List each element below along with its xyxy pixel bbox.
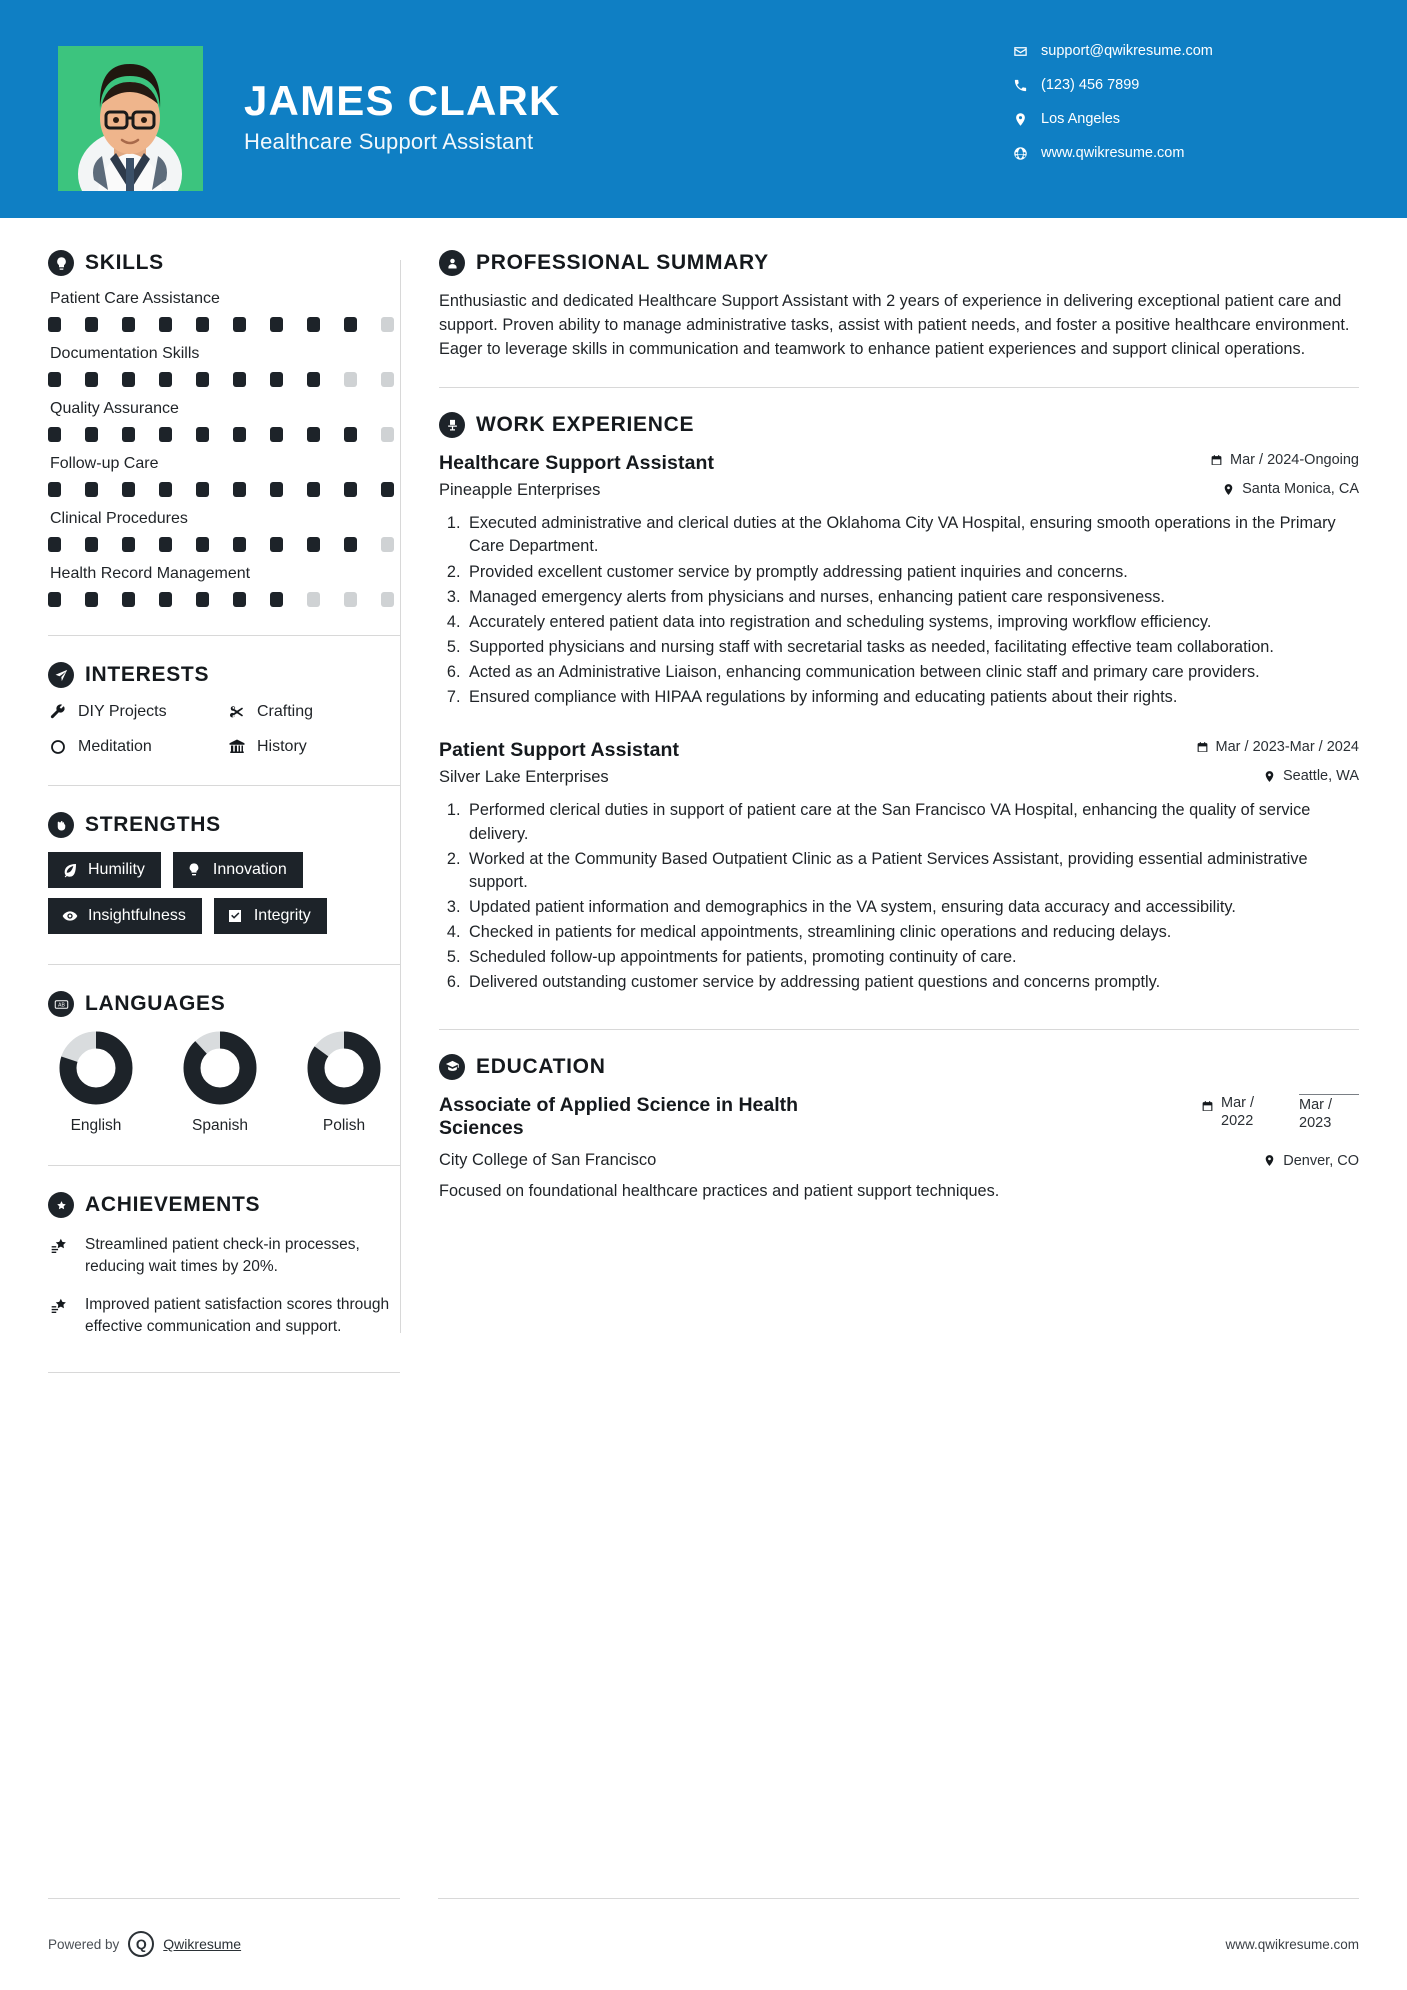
skill-pip	[381, 537, 394, 552]
interests-grid	[48, 702, 400, 757]
skills-section	[48, 250, 400, 607]
skill-pip	[122, 537, 135, 552]
skill-pip	[344, 537, 357, 552]
language-item	[296, 1031, 392, 1135]
skill-pip	[196, 482, 209, 497]
award-star-icon	[48, 1294, 72, 1338]
interest-label: History	[257, 738, 307, 755]
work-section	[439, 412, 1359, 994]
skill-pip	[159, 592, 172, 607]
language-label: English	[70, 1117, 122, 1134]
calendar-icon	[1210, 454, 1223, 467]
job-dates-text: Mar / 2024-Ongoing	[1230, 452, 1359, 469]
interests-section	[48, 662, 400, 757]
education-title: EDUCATION	[476, 1054, 606, 1078]
circle-icon	[48, 737, 68, 757]
divider	[48, 1898, 400, 1899]
interests-title: INTERESTS	[85, 663, 210, 686]
language-donut-chart	[183, 1031, 257, 1105]
education-end: Mar / 2023	[1299, 1094, 1359, 1132]
award-star-icon	[48, 1234, 72, 1278]
skill-pip	[307, 317, 320, 332]
skill-name: Patient Care Assistance	[50, 290, 220, 307]
graduation-icon	[439, 1054, 465, 1080]
resume-header	[0, 0, 1407, 218]
skill-pip	[233, 592, 246, 607]
globe-icon	[1011, 144, 1029, 162]
envelope-icon	[1011, 42, 1029, 60]
job-bullet: 3. Managed emergency alerts from physicians and nurses, enhancing patient care responsiveness.	[465, 586, 1359, 609]
language-item	[48, 1031, 144, 1135]
strengths-section	[48, 812, 400, 934]
interest-item	[227, 737, 400, 757]
divider	[48, 785, 400, 786]
skill-pip	[196, 592, 209, 607]
education-section	[439, 1054, 1359, 1204]
job-bullet: 5. Supported physicians and nursing staff with secretarial tasks as needed, facilitating effective team collaboration.	[465, 636, 1359, 659]
skill-name: Health Record Management	[50, 565, 251, 582]
divider	[48, 1165, 400, 1166]
languages-heading	[48, 991, 400, 1017]
job-bullet: 3. Updated patient information and demographics in the VA system, ensuring data accuracy and accessibility.	[465, 896, 1359, 919]
skill-pip	[48, 482, 61, 497]
left-sidebar	[0, 218, 400, 1373]
job-subheader	[439, 768, 1359, 787]
location-pin-icon	[1011, 110, 1029, 128]
job-title: Patient Support Assistant	[439, 739, 680, 762]
candidate-job-title: Healthcare Support Assistant	[244, 129, 534, 155]
education-location-text: Denver, CO	[1283, 1152, 1359, 1169]
skill-pip	[85, 482, 98, 497]
skill-pip	[307, 537, 320, 552]
contact-email-text: support@qwikresume.com	[1041, 43, 1213, 59]
candidate-name: JAMES CLARK	[244, 77, 561, 124]
skill-pip	[85, 537, 98, 552]
skill-pip	[270, 482, 283, 497]
job-bullet: 1. Performed clerical duties in support of patient care at the San Francisco VA Hospital, enhancing the quality of service delivery.	[465, 799, 1359, 845]
skill-pip	[307, 427, 320, 442]
skill-pip	[48, 372, 61, 387]
skill-pip	[122, 592, 135, 607]
interest-label: Crafting	[257, 703, 314, 720]
scissors-icon	[227, 702, 247, 722]
skill-pip	[159, 427, 172, 442]
skill-pip	[48, 427, 61, 442]
job-bullet: 4. Checked in patients for medical appointments, streamlining clinic operations and reducing delays.	[465, 921, 1359, 944]
skill-pip	[159, 482, 172, 497]
skill-pip	[344, 482, 357, 497]
summary-section	[439, 250, 1359, 361]
strength-chip	[48, 852, 161, 888]
skill-rating	[48, 537, 400, 552]
skill-pip	[270, 537, 283, 552]
summary-title: PROFESSIONAL SUMMARY	[476, 251, 769, 274]
job-bullet: 7. Ensured compliance with HIPAA regulations by informing and educating patients about their rights.	[465, 686, 1359, 709]
leaf-icon	[61, 862, 78, 879]
achievements-section	[48, 1192, 400, 1338]
skill-name: Documentation Skills	[50, 345, 200, 362]
language-donut-chart	[59, 1031, 133, 1105]
skills-heading	[48, 250, 400, 276]
languages-title: LANGUAGES	[85, 992, 226, 1015]
skill-pip	[85, 592, 98, 607]
interest-item	[48, 702, 221, 722]
wrench-icon	[48, 702, 68, 722]
job-bullet: 6. Delivered outstanding customer service by addressing patient questions and concerns promptly.	[465, 971, 1359, 994]
main-content	[401, 218, 1407, 1373]
interest-label: DIY Projects	[78, 703, 167, 720]
skill-pip	[270, 427, 283, 442]
contact-email[interactable]	[1011, 42, 1351, 60]
divider	[48, 964, 400, 965]
strength-label: Integrity	[253, 907, 311, 924]
jobs-list	[439, 452, 1359, 994]
job-dates	[1210, 452, 1359, 468]
skill-pip	[270, 592, 283, 607]
interest-label: Meditation	[78, 738, 152, 755]
skill-pip	[196, 427, 209, 442]
job-company: Pineapple Enterprises	[439, 481, 601, 500]
skill-pip	[85, 372, 98, 387]
job-entry	[439, 452, 1359, 709]
skill-rating	[48, 427, 400, 442]
job-location	[1263, 768, 1359, 784]
skill-pip	[48, 317, 61, 332]
qwikresume-brand-link[interactable]: Qwikresume	[163, 1936, 242, 1952]
education-school: City College of San Francisco	[439, 1151, 657, 1170]
contact-location	[1011, 110, 1351, 128]
job-bullet: 5. Scheduled follow-up appointments for patients, promoting continuity of care.	[465, 946, 1359, 969]
job-bullet: 2. Provided excellent customer service by promptly addressing patient inquiries and concerns.	[465, 561, 1359, 584]
work-title: WORK EXPERIENCE	[476, 413, 695, 437]
contact-phone[interactable]	[1011, 76, 1351, 94]
abc-icon	[48, 991, 74, 1017]
summary-text: Enthusiastic and dedicated Healthcare Support Assistant with 2 years of experience in delivering exceptional patient care and support. Proven ability to manage administrative tasks, assist with patient needs, and foster a positive healthcare environment. Eager to leverage skills in communication and teamwork to enhance patient experiences and support clinical operations.	[439, 292, 1350, 358]
language-donut-chart	[307, 1031, 381, 1105]
svg-text:AB: AB	[57, 1001, 65, 1008]
skill-pip	[344, 372, 357, 387]
achievements-list	[48, 1234, 400, 1338]
skill-pip	[233, 317, 246, 332]
skill-pip	[381, 427, 394, 442]
qwikresume-logo-icon: Q	[128, 1931, 154, 1957]
skill-pip	[196, 537, 209, 552]
interest-item	[227, 702, 400, 722]
job-dates-wrap	[1196, 739, 1359, 755]
skill-pip	[122, 372, 135, 387]
skill-pip	[48, 592, 61, 607]
strength-label: Humility	[88, 861, 145, 878]
skill-name: Follow-up Care	[50, 455, 159, 472]
education-subheader	[439, 1151, 1359, 1170]
job-location-text: Santa Monica, CA	[1242, 481, 1359, 498]
location-pin-icon	[1263, 1154, 1276, 1167]
divider	[48, 635, 400, 636]
skill-pip	[233, 537, 246, 552]
achievement-item	[48, 1234, 400, 1278]
job-dates-text: Mar / 2023-Mar / 2024	[1215, 739, 1359, 756]
job-location	[1222, 481, 1359, 497]
contact-phone-text: (123) 456 7899	[1041, 77, 1140, 93]
strengths-grid	[48, 852, 400, 934]
contact-location-text: Los Angeles	[1041, 111, 1121, 127]
strength-label: Innovation	[212, 861, 287, 878]
skill-pip	[85, 427, 98, 442]
skill-rating	[48, 592, 400, 607]
fist-icon	[48, 812, 74, 838]
powered-by	[48, 1931, 241, 1957]
skill-pip	[122, 482, 135, 497]
skill-name: Clinical Procedures	[50, 510, 188, 527]
strength-chip	[173, 852, 303, 888]
job-bullet: 1. Executed administrative and clerical duties at the Oklahoma City VA Hospital, ensuring smooth operations in the Primary Care Department.	[465, 512, 1359, 558]
skill-pip	[307, 482, 320, 497]
name-block	[244, 78, 561, 155]
achievement-text: Improved patient satisfaction scores through effective communication and support.	[85, 1296, 390, 1335]
education-dates	[1201, 1094, 1359, 1132]
job-bullets	[439, 799, 1359, 994]
education-header	[439, 1094, 1359, 1142]
job-bullets	[439, 512, 1359, 709]
job-dates	[1196, 739, 1359, 755]
languages-row	[48, 1031, 400, 1135]
skill-pip	[159, 317, 172, 332]
skill-pip	[344, 427, 357, 442]
bank-icon	[227, 737, 247, 757]
education-heading	[439, 1054, 1359, 1080]
skill-pip	[344, 592, 357, 607]
skills-title: SKILLS	[85, 251, 164, 274]
achievement-text: Streamlined patient check-in processes, reducing wait times by 20%.	[85, 1236, 360, 1275]
skill-pip	[381, 317, 394, 332]
achievements-title: ACHIEVEMENTS	[85, 1193, 261, 1216]
skill-pip	[307, 592, 320, 607]
skill-pip	[48, 537, 61, 552]
resume-footer	[0, 1898, 1407, 1990]
education-location	[1263, 1151, 1359, 1170]
location-pin-icon	[1263, 770, 1276, 783]
skill-rating	[48, 317, 400, 332]
interest-item	[48, 737, 221, 757]
resume-body	[0, 218, 1407, 1373]
calendar-icon	[1196, 741, 1209, 754]
skill-rating	[48, 482, 400, 497]
achievement-item	[48, 1294, 400, 1338]
job-header	[439, 452, 1359, 475]
achievements-heading	[48, 1192, 400, 1218]
office-chair-icon	[439, 412, 465, 438]
skill-pip	[122, 317, 135, 332]
divider	[438, 1898, 1359, 1899]
skill-pip	[233, 427, 246, 442]
skill-pip	[381, 372, 394, 387]
education-description: Focused on foundational healthcare practices and patient support techniques.	[439, 1182, 1000, 1201]
job-header	[439, 739, 1359, 762]
skill-pip	[233, 372, 246, 387]
contact-website-text: www.qwikresume.com	[1041, 145, 1185, 161]
job-title: Healthcare Support Assistant	[439, 452, 715, 475]
divider	[439, 1029, 1359, 1030]
skill-pip	[270, 317, 283, 332]
summary-heading	[439, 250, 1359, 276]
skill-pip	[196, 317, 209, 332]
education-degree: Associate of Applied Science in Health Sciences	[439, 1093, 799, 1140]
skill-rating	[48, 372, 400, 387]
divider	[48, 1372, 400, 1373]
job-subheader	[439, 481, 1359, 500]
language-label: Polish	[322, 1117, 366, 1134]
job-bullet: 2. Worked at the Community Based Outpatient Clinic as a Patient Services Assistant, providing essential administrative support.	[465, 848, 1359, 894]
job-location-text: Seattle, WA	[1282, 768, 1359, 785]
contact-website[interactable]	[1011, 144, 1351, 162]
lightbulb-icon	[186, 862, 203, 879]
calendar-icon	[1201, 1100, 1214, 1113]
job-bullet: 4. Accurately entered patient data into registration and scheduling systems, improving workflow efficiency.	[465, 611, 1359, 634]
job-entry	[439, 739, 1359, 994]
skill-pip	[344, 317, 357, 332]
skill-name: Quality Assurance	[50, 400, 179, 417]
paper-plane-icon	[48, 662, 74, 688]
skill-pip	[122, 427, 135, 442]
strengths-heading	[48, 812, 400, 838]
lightbulb-icon	[48, 250, 74, 276]
skill-pip	[233, 482, 246, 497]
education-start: Mar / 2022	[1221, 1094, 1255, 1129]
language-label: Spanish	[191, 1117, 248, 1134]
divider	[439, 387, 1359, 388]
location-pin-icon	[1222, 483, 1235, 496]
skill-pip	[159, 537, 172, 552]
language-item	[172, 1031, 268, 1135]
skill-pip	[381, 482, 394, 497]
strengths-title: STRENGTHS	[85, 813, 221, 836]
skills-list	[48, 290, 400, 607]
powered-by-label: Powered by	[48, 1936, 120, 1952]
star-badge-icon	[48, 1192, 74, 1218]
strength-chip	[214, 898, 327, 934]
user-circle-icon	[439, 250, 465, 276]
work-heading	[439, 412, 1359, 438]
profile-photo	[58, 46, 203, 191]
skill-pip	[381, 592, 394, 607]
strength-chip	[48, 898, 202, 934]
eye-icon	[61, 908, 78, 925]
strength-label: Insightfulness	[88, 907, 186, 924]
footer-url[interactable]: www.qwikresume.com	[1225, 1936, 1359, 1952]
skill-pip	[196, 372, 209, 387]
skill-pip	[270, 372, 283, 387]
skill-pip	[307, 372, 320, 387]
skill-pip	[159, 372, 172, 387]
skill-pip	[85, 317, 98, 332]
job-company: Silver Lake Enterprises	[439, 768, 609, 787]
check-square-icon	[227, 908, 244, 925]
languages-section	[48, 991, 400, 1135]
job-bullet: 6. Acted as an Administrative Liaison, enhancing communication between clinic staff and primary care providers.	[465, 661, 1359, 684]
interests-heading	[48, 662, 400, 688]
contact-list	[1011, 42, 1351, 178]
phone-icon	[1011, 76, 1029, 94]
job-dates-wrap	[1210, 452, 1359, 468]
